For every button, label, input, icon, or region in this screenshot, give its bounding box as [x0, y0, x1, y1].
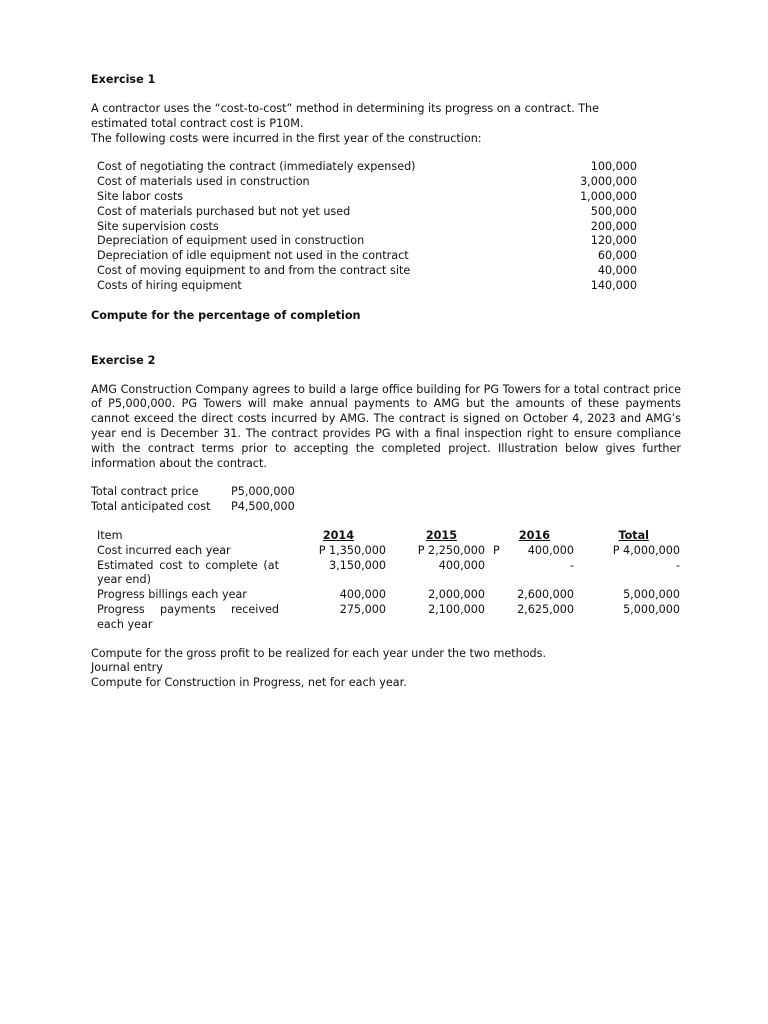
instruction-line: Compute for Construction in Progress, net for each year.	[91, 676, 407, 690]
table-row	[97, 603, 681, 633]
header-item: Item	[97, 528, 123, 542]
row-item: Progress billings each year	[97, 588, 247, 602]
cell-2015: P 2,250,000	[417, 543, 485, 557]
cell-2016: 400,000	[527, 543, 574, 557]
cost-label: Site labor costs	[97, 189, 184, 203]
exercise-1-intro	[91, 102, 681, 146]
contract-summary	[91, 485, 681, 515]
header-total-cell	[574, 529, 680, 544]
cost-label: Site supervision costs	[97, 219, 219, 233]
header-2015: 2015	[425, 528, 457, 542]
intro-line: A contractor uses the “cost-to-cost” method in determining its progress on a contract. The	[91, 102, 600, 115]
cost-row	[97, 234, 637, 249]
cell-total: -	[675, 558, 680, 572]
exercise-2-instructions	[91, 647, 681, 691]
cost-row	[97, 279, 637, 294]
summary-label: Total contract price	[91, 485, 199, 499]
exercise-1-title: Exercise 1	[91, 73, 156, 86]
summary-row	[91, 485, 681, 500]
cell-2014: 3,150,000	[329, 558, 386, 572]
cost-amount: 140,000	[590, 278, 637, 292]
table-row	[97, 588, 681, 603]
cost-label: Costs of hiring equipment	[97, 278, 242, 292]
cell-2016: 2,625,000	[517, 602, 574, 616]
summary-value: P4,500,000	[231, 500, 295, 514]
cost-amount: 3,000,000	[580, 175, 637, 189]
summary-row	[91, 500, 681, 515]
cost-label: Depreciation of equipment used in construction	[97, 234, 365, 248]
cost-amount: 1,000,000	[580, 189, 637, 203]
cell-2015: 400,000	[438, 558, 485, 572]
cell-2016: 2,600,000	[517, 588, 574, 602]
cost-amount: 40,000	[597, 263, 637, 277]
summary-value: P5,000,000	[231, 485, 295, 499]
header-2016: 2016	[518, 528, 550, 542]
currency-prefix: P	[493, 543, 500, 557]
cost-amount: 120,000	[590, 234, 637, 248]
exercise-2-title: Exercise 2	[91, 353, 156, 367]
cell-2015: 2,000,000	[428, 588, 485, 602]
summary-label: Total anticipated cost	[91, 500, 211, 514]
cost-amount: 500,000	[590, 204, 637, 218]
header-2014-cell	[279, 529, 386, 544]
table-row	[97, 559, 681, 589]
cost-amount: 200,000	[590, 219, 637, 233]
row-item: Cost incurred each year	[97, 543, 231, 557]
cost-row	[97, 160, 637, 175]
cost-row	[97, 220, 637, 235]
exercise-2-description: AMG Construction Company agrees to build a large office building for PG Towers for a total contract price of P5,000,000. PG Towers will make annual payments to AMG but the amounts of these payments cannot exceed the direct costs incurred by AMG. The contract is signed on October 4, 2023 and AMG’s year end is December 31. The contract provides PG with a final inspection right to ensure compliance with the contract terms prior to accepting the completed project. Illustration below gives further information about the contract.	[91, 382, 681, 470]
cost-list	[97, 160, 637, 293]
table-header-row	[97, 529, 681, 544]
cell-2014: P 1,350,000	[318, 543, 386, 557]
intro-line: estimated total contract cost is P10M.	[91, 116, 304, 130]
cost-row	[97, 205, 637, 220]
table-row	[97, 544, 681, 559]
cost-label: Depreciation of idle equipment not used in the contract	[97, 249, 409, 263]
cost-row	[97, 175, 637, 190]
header-2015-cell	[386, 529, 485, 544]
instruction-line: Journal entry	[91, 661, 163, 675]
cost-amount: 60,000	[597, 249, 637, 263]
header-2014: 2014	[322, 528, 354, 542]
intro-line: The following costs were incurred in the first year of the construction:	[91, 131, 482, 145]
cost-row	[97, 249, 637, 264]
row-item: Estimated cost to complete (at year end)	[97, 558, 279, 587]
cell-2015: 2,100,000	[428, 602, 485, 616]
cost-label: Cost of negotiating the contract (immediately expensed)	[97, 160, 416, 174]
cost-label: Cost of materials purchased but not yet used	[97, 204, 351, 218]
cost-label: Cost of moving equipment to and from the contract site	[97, 263, 411, 277]
header-total: Total	[618, 528, 649, 542]
cell-total: 5,000,000	[623, 602, 680, 616]
exercise-1-instruction: Compute for the percentage of completion	[91, 308, 361, 322]
cell-2014: 400,000	[339, 588, 386, 602]
cost-row	[97, 264, 637, 279]
cost-label: Cost of materials used in construction	[97, 175, 310, 189]
cell-total: P 4,000,000	[612, 543, 680, 557]
contract-table	[97, 529, 681, 633]
cost-row	[97, 190, 637, 205]
cell-2014: 275,000	[339, 602, 386, 616]
cell-2016-wrap	[485, 544, 574, 559]
header-2016-cell	[485, 529, 574, 544]
cost-amount: 100,000	[590, 160, 637, 174]
document-page	[91, 72, 681, 691]
row-item: Progress payments received each year	[97, 602, 279, 631]
cell-2016: -	[569, 558, 574, 572]
instruction-line: Compute for the gross profit to be realized for each year under the two methods.	[91, 646, 547, 660]
cell-total: 5,000,000	[623, 588, 680, 602]
